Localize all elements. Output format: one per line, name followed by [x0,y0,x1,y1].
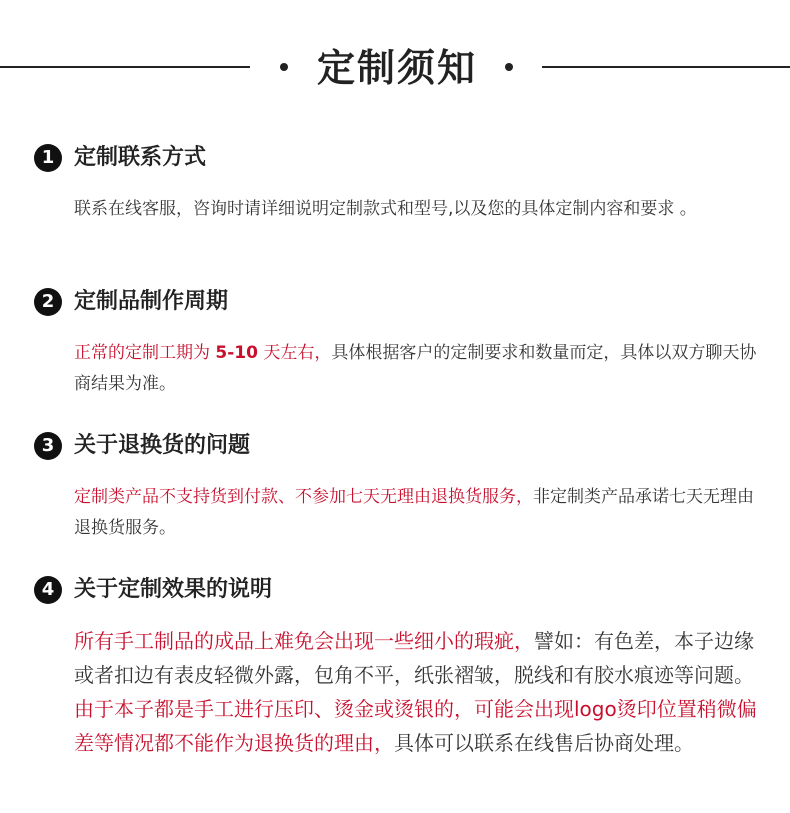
section-body [74,482,764,544]
section-heading [34,286,764,318]
section-title: 关于定制效果的说明 [74,577,273,602]
highlight-text: 正常的定制工期为 [74,343,216,363]
header-divider-right [542,66,790,68]
number-badge-2: 2 [34,288,62,316]
body-text: 譬如：有色差，本子边缘或者扣边有表皮轻微外露，包角不平，纸张褶皱，脱线和有胶水痕迹等问题。 [74,629,754,687]
section-body [74,624,764,760]
page-header [0,40,790,96]
section-quality-notice [34,574,764,760]
body-text: 非定制类产品承诺七天无理由退换货服务。 [74,487,754,538]
section-returns [34,430,764,544]
section-title: 关于退换货的问题 [74,433,251,458]
body-text: 联系在线客服，咨询时请详细说明定制款式和型号,以及您的具体定制内容和要求 。 [74,199,697,219]
highlight-text: 所有手工制品的成品上难免会出现一些细小的瑕疵， [74,629,534,653]
body-text: 具体根据客户的定制要求和数量而定，具体以双方聊天协商结果为准。 [74,343,757,394]
number-badge-3: 3 [34,432,62,460]
number-badge-4: 4 [34,576,62,604]
highlight-text: 定制类产品不支持货到付款、不参加七天无理由退换货服务， [74,487,533,507]
section-heading [34,142,764,174]
section-heading [34,574,764,606]
number-badge-1: 1 [34,144,62,172]
highlight-text: 天左右， [257,343,332,363]
section-production-cycle [34,286,764,400]
highlight-days: 5-10 [215,343,258,363]
section-contact [34,142,764,225]
header-divider-left [0,66,250,68]
highlight-text: 由于本子都是手工进行压印、烫金或烫银的，可能会出现logo烫印位置稍微偏差等情况都不能作为退换货的理由， [74,697,757,755]
section-title: 定制联系方式 [74,145,207,170]
section-heading [34,430,764,462]
header-dot-right [505,63,513,71]
section-body [74,194,764,225]
body-text: 具体可以联系在线售后协商处理。 [394,731,694,755]
section-title: 定制品制作周期 [74,289,229,314]
section-body [74,338,764,400]
page-title: 定制须知 [316,46,477,90]
